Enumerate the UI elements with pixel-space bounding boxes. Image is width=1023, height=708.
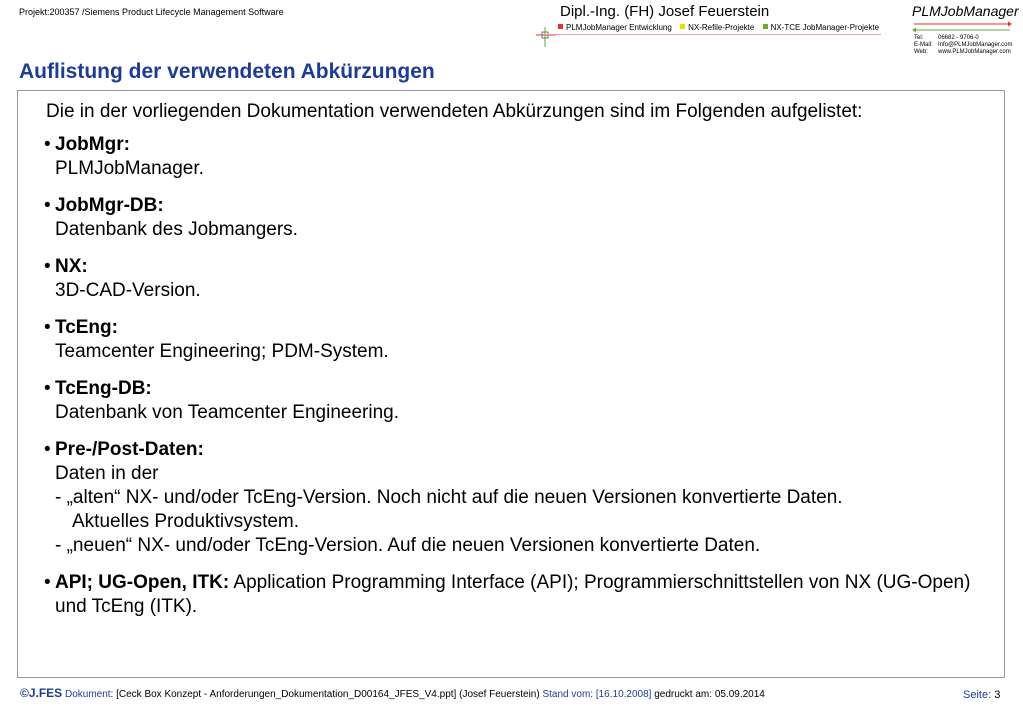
abbr-sub-line: - „neuen“ NX- und/oder TcEng-Version. Auf die neuen Versionen konvertierte Daten. [55,535,761,556]
page-label: Seite: [963,689,992,701]
abbr-desc: Datenbank des Jobmangers. [55,219,298,240]
author-name: Dipl.-Ing. (FH) Josef Feuerstein [560,3,770,20]
doc-label: Dokument [64,689,111,700]
abbr-term: JobMgr: [55,134,130,155]
list-item [42,438,988,558]
contact-block [914,35,1012,56]
copyright: ©J.FES [20,686,63,700]
abbr-term: TcEng: [55,317,118,338]
list-item [42,377,988,425]
footer [20,686,765,700]
abbr-desc: 3D-CAD-Version. [55,280,201,301]
abbr-desc: Teamcenter Engineering; PDM-System. [55,341,389,362]
doc-value: : [Ceck Box Konzept - Anforderungen_Dokumentation_D00164_JFES_V4.ppt] [110,689,457,700]
list-item [42,255,988,303]
header-divider [545,34,881,35]
abbr-term: Pre-/Post-Daten: [55,439,204,460]
content-box [17,90,1005,678]
legend-item-refile: NX-Refile-Projekte [680,23,754,32]
abbr-desc: Daten in der [55,463,159,484]
doc-author: (Josef Feuerstein) [459,689,540,700]
legend-item-tce: NX-TCE JobManager-Projekte [763,23,879,32]
list-item [42,194,988,242]
contact-email: E-Mail: Info@PLMJobManager.com [914,42,1013,48]
bullet-icon: • [44,317,51,338]
abbr-term: API; UG-Open, ITK: [55,572,230,593]
arrows-icon [912,21,1012,33]
intro-text: Die in der vorliegenden Dokumentation verwendeten Abkürzungen sind im Folgenden aufgelistet: [46,101,863,122]
contact-web: Web: www.PLMJobManager.com [914,49,1011,55]
abbr-term: TcEng-DB: [55,378,152,399]
crosshair-icon [536,27,556,47]
legend-item-entwicklung: PLMJobManager Entwicklung [558,23,672,32]
list-item [42,316,988,364]
list-item [42,571,988,619]
green-square-icon [763,24,768,29]
contact-tel: Tel: 06682 - 9706-0 [914,35,979,41]
abbr-desc: Application Programming Interface (API); Programmierschnittstellen von NX (UG-Open) und TcEng (ITK). [55,572,971,617]
page-title: Auflistung der verwendeten Abkürzungen [19,60,435,83]
abbr-sub-continuation: Aktuelles Produktivsystem. [72,511,300,532]
bullet-icon: • [44,439,51,460]
stand-date: Stand vom: [16.10.2008] [542,689,652,700]
abbr-term: NX: [55,256,88,277]
page-number [963,689,1000,701]
abbreviation-list [42,133,988,619]
abbr-desc: Datenbank von Teamcenter Engineering. [55,402,399,423]
yellow-square-icon [680,24,685,29]
list-item [42,133,988,181]
printed-date: gedruckt am: 05.09.2014 [654,689,765,700]
bullet-icon: • [44,195,51,216]
bullet-icon: • [44,378,51,399]
red-square-icon [558,24,563,29]
bullet-icon: • [44,256,51,277]
abbr-term: JobMgr-DB: [55,195,164,216]
abbr-desc: PLMJobManager. [55,158,204,179]
header-legend [558,23,885,32]
page-value: 3 [994,689,1001,701]
brand-logo: PLMJobManager [912,3,1019,19]
project-label: Projekt:200357 /Siemens Product Lifecycle Management Software [19,7,284,17]
abbr-sub-line: - „alten“ NX- und/oder TcEng-Version. Noch nicht auf die neuen Versionen konvertierte Daten. [55,487,843,508]
bullet-icon: • [44,134,51,155]
bullet-icon: • [44,572,51,593]
